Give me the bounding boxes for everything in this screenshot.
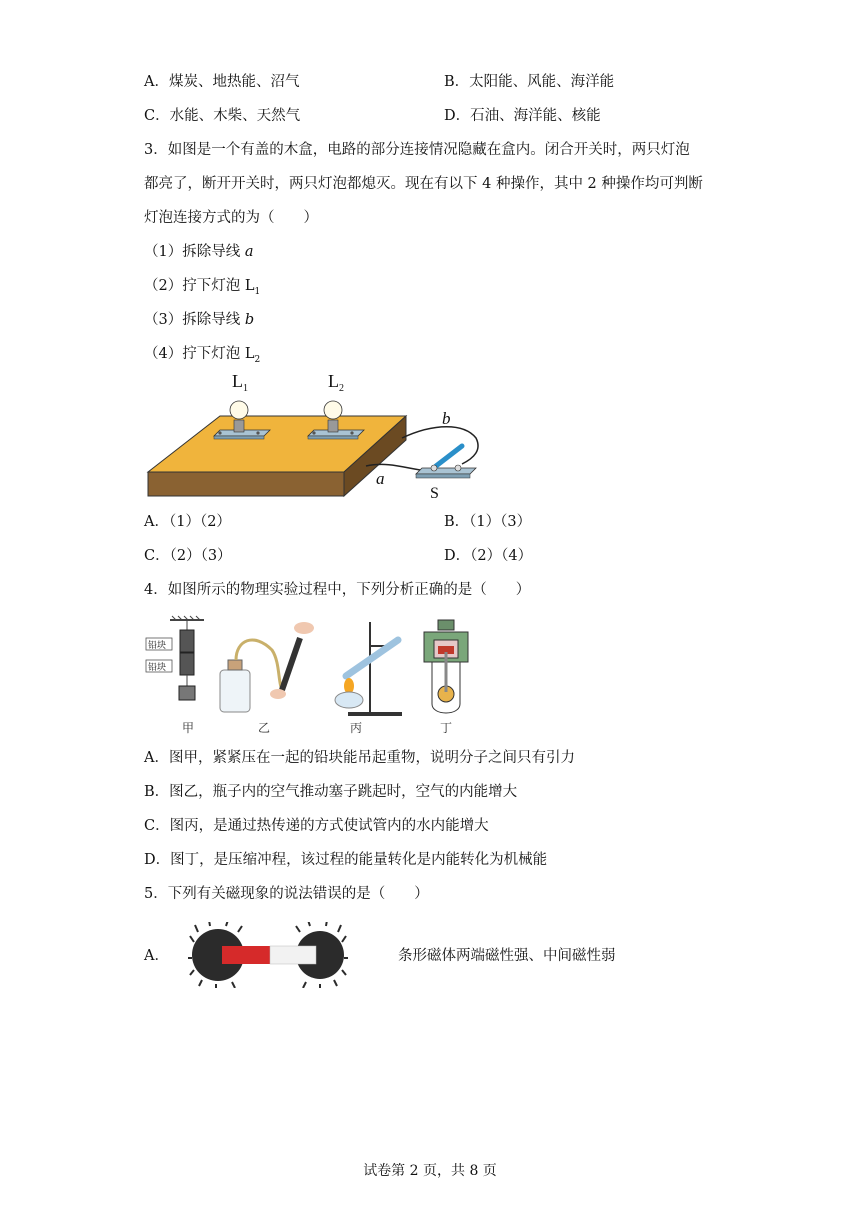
page-footer: 试卷第 2 页，共 8 页	[363, 1163, 497, 1179]
wire-b	[402, 427, 478, 464]
label-wire-a: a	[376, 469, 385, 488]
q4-stem: 4．如图所示的物理实验过程中，下列分析正确的是（ ）	[144, 582, 531, 598]
bar-magnet-iron-filings-image	[188, 922, 348, 988]
q2-option-b: B．太阳能、风能、海洋能	[444, 74, 615, 90]
wooden-box-circuit-figure	[144, 368, 484, 508]
label-l1: $L_1$	[232, 371, 248, 394]
label-lead-block-2: 铅块	[148, 663, 167, 673]
label-l2: $L_2$	[328, 371, 344, 394]
q5-option-a-text: 条形磁体两端磁性强、中间磁性弱	[398, 948, 616, 964]
q2-option-d: D．石油、海洋能、核能	[444, 108, 601, 124]
q3-option-d: D．（2）（4）	[444, 548, 533, 564]
label-yi: 乙	[258, 721, 271, 735]
q3-operation-2: （2）拧下灯泡 $L_1$	[144, 278, 261, 297]
label-jia: 甲	[182, 721, 195, 735]
q3-stem-line1: 3．如图是一个有盖的木盒，电路的部分连接情况隐藏在盒内。闭合开关时，两只灯泡	[144, 142, 690, 158]
label-bing: 丙	[350, 721, 363, 735]
q4-experiments-figure	[144, 612, 484, 740]
label-ding: 丁	[440, 721, 453, 735]
label-lead-block-1: 铅块	[148, 641, 167, 651]
figure-ding-engine	[424, 620, 468, 713]
label-switch-s: S	[430, 485, 439, 502]
q3-stem-line2: 都亮了，断开开关时，两只灯泡都熄灭。现在有以下 4 种操作，其中 2 种操作均可判断	[144, 176, 703, 192]
q3-option-b: B．（1）（3）	[444, 514, 532, 530]
q3-operation-3: （3）拆除导线 b	[144, 312, 255, 328]
figure-jia-lead-blocks	[146, 616, 204, 700]
box-front	[148, 472, 344, 496]
q3-option-a: A．（1）（2）	[144, 514, 231, 530]
figure-yi-bottle-pump	[220, 622, 314, 712]
magnet-white-half	[270, 946, 316, 964]
figure-bing-test-tube-heating	[335, 622, 402, 716]
magnet-red-half	[222, 946, 270, 964]
q3-option-c: C．（2）（3）	[144, 548, 232, 564]
q2-option-c: C．水能、木柴、天然气	[144, 108, 301, 124]
q5-stem: 5．下列有关磁现象的说法错误的是（ ）	[144, 886, 429, 902]
q4-option-d: D．图丁，是压缩冲程，该过程的能量转化是内能转化为机械能	[144, 852, 548, 868]
label-wire-b: b	[442, 409, 451, 428]
q3-operation-4: （4）拧下灯泡 $L_2$	[144, 346, 261, 365]
q4-option-c: C．图丙，是通过热传递的方式使试管内的水内能增大	[144, 818, 489, 834]
q5-option-a-label: A．	[144, 948, 169, 964]
q4-option-b: B．图乙，瓶子内的空气推动塞子跳起时，空气的内能增大	[144, 784, 518, 800]
q3-operation-1: （1）拆除导线 a	[144, 244, 254, 260]
q2-option-a: A．煤炭、地热能、沼气	[144, 74, 300, 90]
q4-option-a: A．图甲，紧紧压在一起的铅块能吊起重物，说明分子之间只有引力	[144, 750, 575, 766]
q3-stem-line3: 灯泡连接方式的为（ ）	[144, 210, 318, 226]
